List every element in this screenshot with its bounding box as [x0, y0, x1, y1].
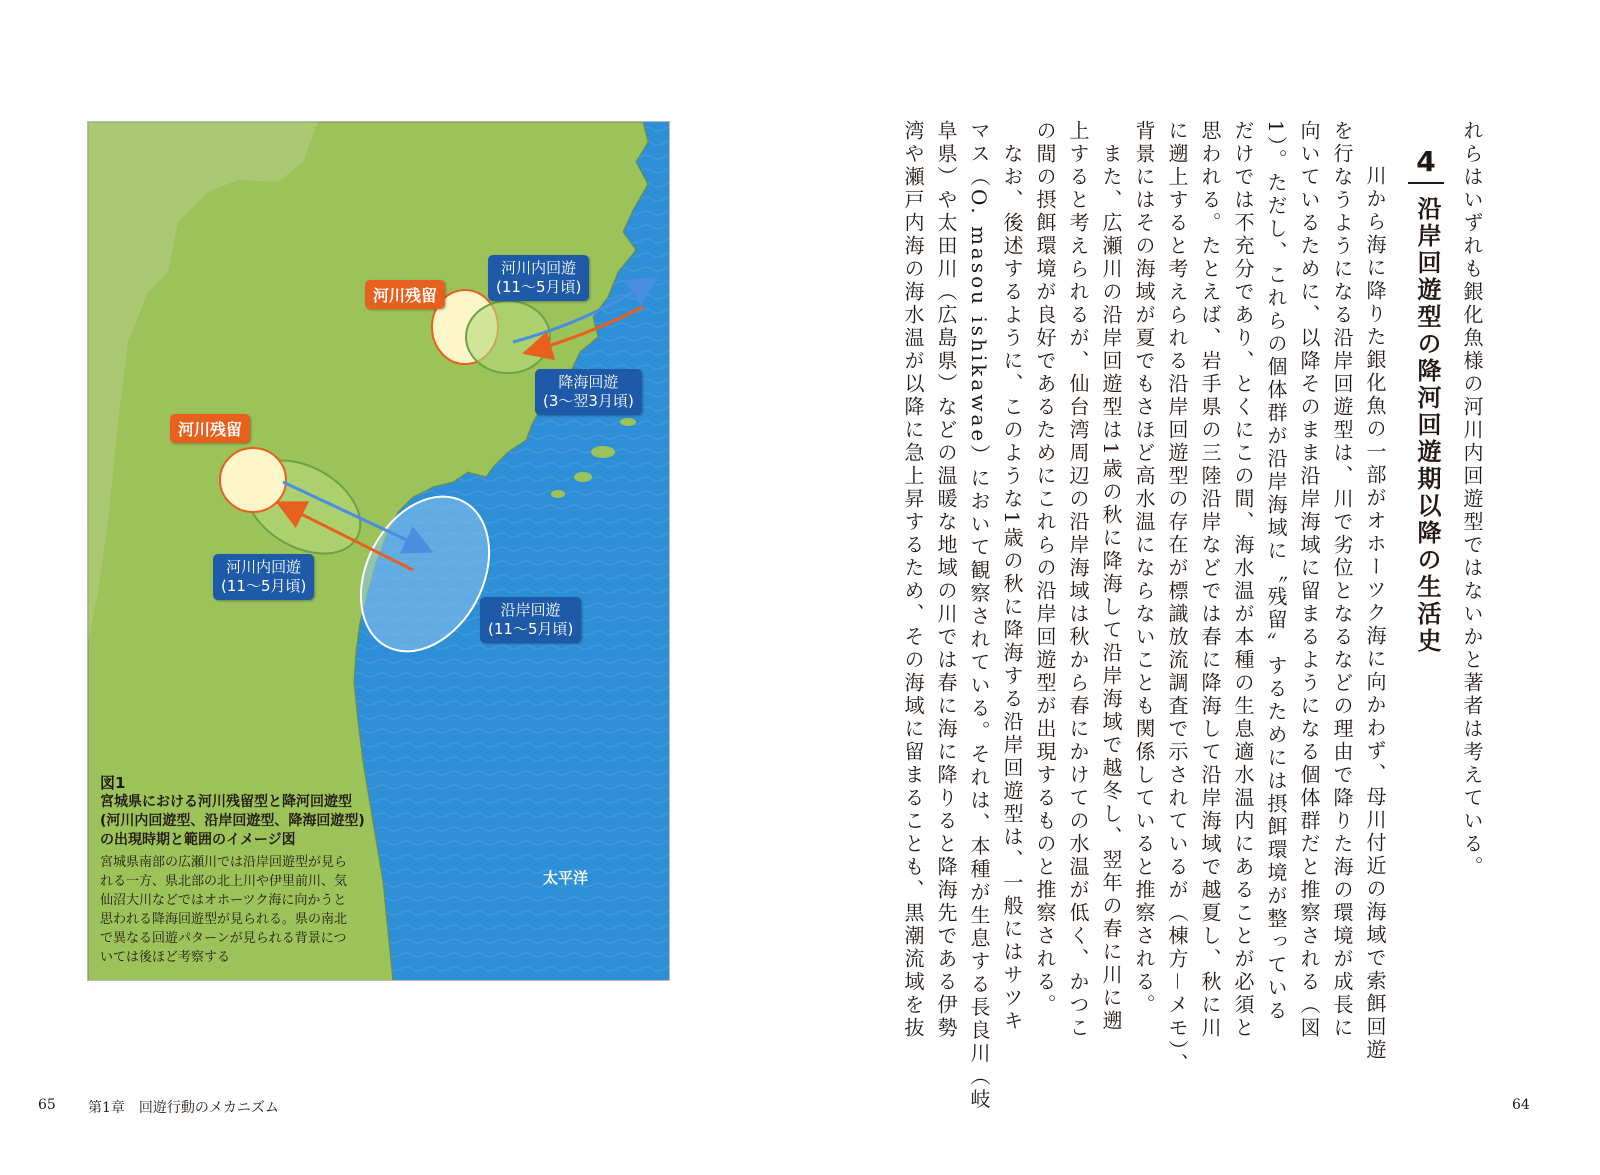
label-river-migration-north	[488, 255, 589, 301]
body-line: なお、後述するように、このような1歳の秋に降海する沿岸回遊型は、一般にはサツキ	[1000, 120, 1024, 1033]
caption-title-line: 宮城県における河川残留型と降河回遊型	[100, 794, 352, 810]
label-line: (11～5月頃)	[496, 278, 582, 296]
body-line: 思われる。たとえば、岩手県の三陸沿岸などでは春に降海して沿岸海域で越夏し、秋に川	[1198, 120, 1222, 1040]
body-line: を行なうようになる沿岸回遊型は、川で劣位となるなどの理由で降りた海の環境が成長に	[1330, 120, 1354, 1040]
figure-map	[87, 121, 670, 981]
label-residence-north: 河川残留	[365, 280, 445, 309]
figure-title	[100, 793, 395, 850]
left-page-number: 65	[38, 1097, 56, 1113]
body-line: 川から海に降りた銀化魚の一部がオホーツク海に向かわず、母川付近の海域で索餌回遊	[1363, 142, 1387, 1062]
section-rule	[1408, 182, 1444, 184]
body-line: 向いているために、以降そのまま沿岸海域に留まるようになる個体群だと推察される（図	[1297, 120, 1321, 1040]
figure-caption	[100, 774, 395, 967]
running-head: 第1章 回遊行動のメカニズム	[88, 1100, 279, 1116]
caption-body-line: 思われる降海回遊型が見られる。県の南北	[100, 912, 348, 927]
caption-title-line: の出現時期と範囲のイメージ図	[100, 832, 296, 848]
label-line: 河川内回遊	[501, 259, 577, 277]
right-page-number: 64	[1512, 1097, 1530, 1113]
body-line: 湾や瀬戸内海の海水温が以降に急上昇するため、その海域に留まることも、黒潮流域を抜	[901, 120, 925, 1040]
label-residence-south: 河川残留	[170, 414, 250, 443]
figure-description	[100, 853, 395, 967]
label-coastal-migration	[480, 597, 581, 643]
section-number: 4	[1416, 145, 1436, 178]
body-line: に遡上すると考えられる沿岸回遊型の存在が標識放流調査で示されているが（棟方－メモ）、	[1165, 120, 1189, 1076]
label-line: 降海回遊	[558, 373, 619, 391]
label-line: 河川内回遊	[226, 558, 302, 576]
label-river-migration-south	[213, 554, 314, 600]
body-line: の間の摂餌環境が良好であるためにこれらの沿岸回遊型が出現するものと推察される。	[1033, 120, 1057, 1017]
caption-body-line: 宮城県南部の広瀬川では沿岸回遊型が見ら	[100, 855, 348, 870]
label-line: (3～翌3月頃)	[543, 392, 634, 410]
label-line: 沿岸回遊	[500, 601, 561, 619]
caption-body-line: いては後ほど考察する	[100, 950, 231, 965]
body-line: 1）。ただし、これらの個体群が沿岸海域に〝残留〟するためには摂餌環境が整っている	[1264, 120, 1288, 1023]
caption-title-line: (河川内回遊型、沿岸回遊型、降海回遊型)	[100, 813, 365, 829]
body-line: 上すると考えられるが、仙台湾周辺の沿岸海域は秋から春にかけての水温が低く、かつこ	[1066, 120, 1090, 1040]
body-line: マス（O. masou ishikawae）において観察されている。それは、本種が生息する長良川（岐	[967, 120, 991, 1112]
body-line: また、広瀬川の沿岸回遊型は1歳の秋に降海して沿岸海域で越冬し、翌年の春に川に遡	[1099, 120, 1123, 1033]
caption-body-line: れる一方、県北部の北上川や伊里前川、気	[100, 874, 348, 889]
caption-body-line: 仙沼大川などではオホーツク海に向かうと	[100, 893, 347, 908]
intro-line: れらはいずれも銀化魚様の河川内回遊型ではないかと著者は考えている。	[1460, 120, 1484, 879]
residence-zone-south	[220, 448, 286, 512]
river-zone-north	[466, 301, 550, 373]
label-line: (11～5月頃)	[221, 577, 307, 595]
body-line: 背景にはその海域が夏でもさほど高水温にならないことも関係していると推察される。	[1132, 120, 1156, 1017]
label-sea-migration	[535, 369, 642, 415]
figure-number: 図1	[100, 774, 126, 792]
section-title: 沿岸回遊型の降河回遊期以降の生活史	[1413, 196, 1441, 655]
label-line: (11～5月頃)	[488, 620, 574, 638]
body-line: だけでは不充分であり、とくにこの間、海水温が本種の生息適水温内にあることが必須と	[1231, 120, 1255, 1040]
caption-body-line: で異なる回遊パターンが見られる背景につ	[100, 931, 347, 946]
ocean-label: 太平洋	[543, 869, 589, 887]
body-line: 阜県）や太田川（広島県）などの温暖な地域の川では春に海に降りると降海先である伊勢	[934, 120, 958, 1040]
